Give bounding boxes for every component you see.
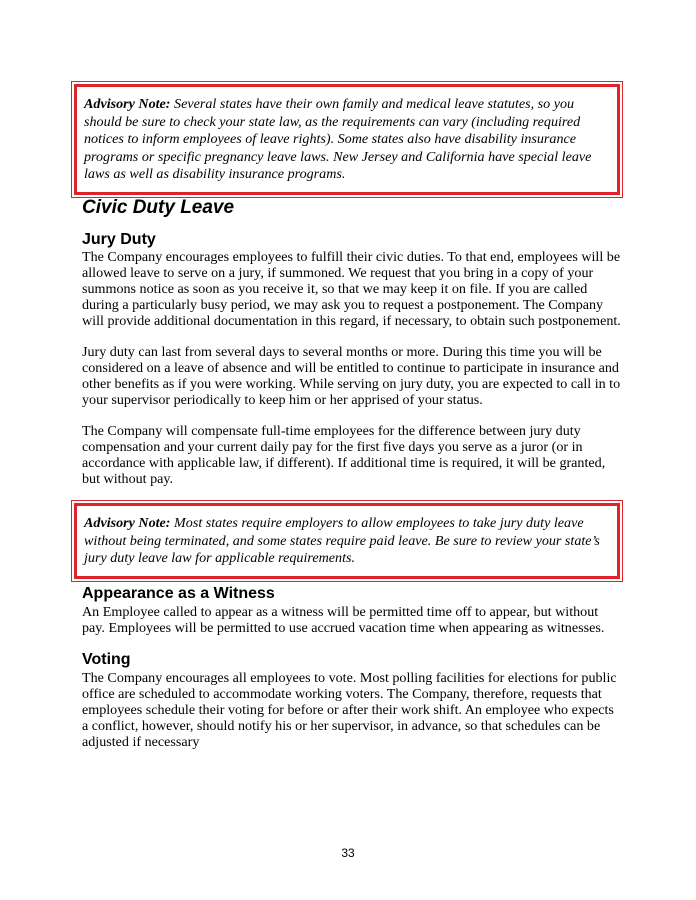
advisory-note-text: Several states have their own family and medical leave statutes, so you should be sure to check your state law, as the requirements can vary (including required notices to inform employees of leave rights). Some states also have disability insurance programs or specific pregnancy leave laws. New Jersey and California have special leave laws as well as disability insurance programs.	[84, 96, 592, 183]
page-number: 33	[341, 846, 355, 860]
advisory-note-label: Advisory Note:	[84, 515, 171, 531]
voting-paragraph: The Company encourages all employees to vote. Most polling facilities for elections for public office are scheduled to accommodate working voters. The Company, therefore, requests that employees schedule their voting for before or after their work shift. An employee who expects a conflict, however, should notify his or her supervisor, in advance, so that schedules can be adjusted if necessary	[82, 670, 617, 750]
witness-paragraph: An Employee called to appear as a witness will be permitted time off to appear, but without pay. Employees will be permitted to use accrued vacation time when appearing as witnesses.	[82, 604, 605, 636]
subheading-jury-duty: Jury Duty	[82, 231, 156, 248]
advisory-note-box-jury	[74, 503, 620, 579]
advisory-note-box	[74, 84, 620, 195]
jury-duty-paragraph-3: The Company will compensate full-time employees for the difference between jury duty compensation and your current daily pay for the first five days you serve as a juror (or in accordance with applicable law, if different). If additional time is required, it will be granted, but without pay.	[82, 423, 606, 487]
subheading-voting: Voting	[82, 651, 131, 668]
advisory-note-text: Most states require employers to allow employees to take jury duty leave without being terminated, and some states require paid leave. Be sure to review your state’s jury duty leave law for applicable requirements.	[84, 515, 600, 567]
jury-duty-paragraph-1: The Company encourages employees to fulfill their civic duties. To that end, employees will be allowed leave to serve on a jury, if summoned. We request that you bring in a copy of your summons notice as soon as you receive it, so that we may keep it on file. If you are called during a particularly busy period, we may ask you to request a postponement. The Company will provide additional documentation in this regard, if necessary, to obtain such postponement.	[82, 249, 621, 329]
subheading-appearance-as-witness: Appearance as a Witness	[82, 585, 275, 602]
section-title-civic-duty-leave: Civic Duty Leave	[82, 197, 235, 218]
jury-duty-paragraph-2: Jury duty can last from several days to several months or more. During this time you will be considered on a leave of absence and will be entitled to continue to participate in insurance and other benefits as if you were working. While serving on jury duty, you are expected to call in to your supervisor periodically to keep him or her apprised of your status.	[82, 344, 621, 408]
advisory-note-label: Advisory Note:	[84, 96, 171, 112]
